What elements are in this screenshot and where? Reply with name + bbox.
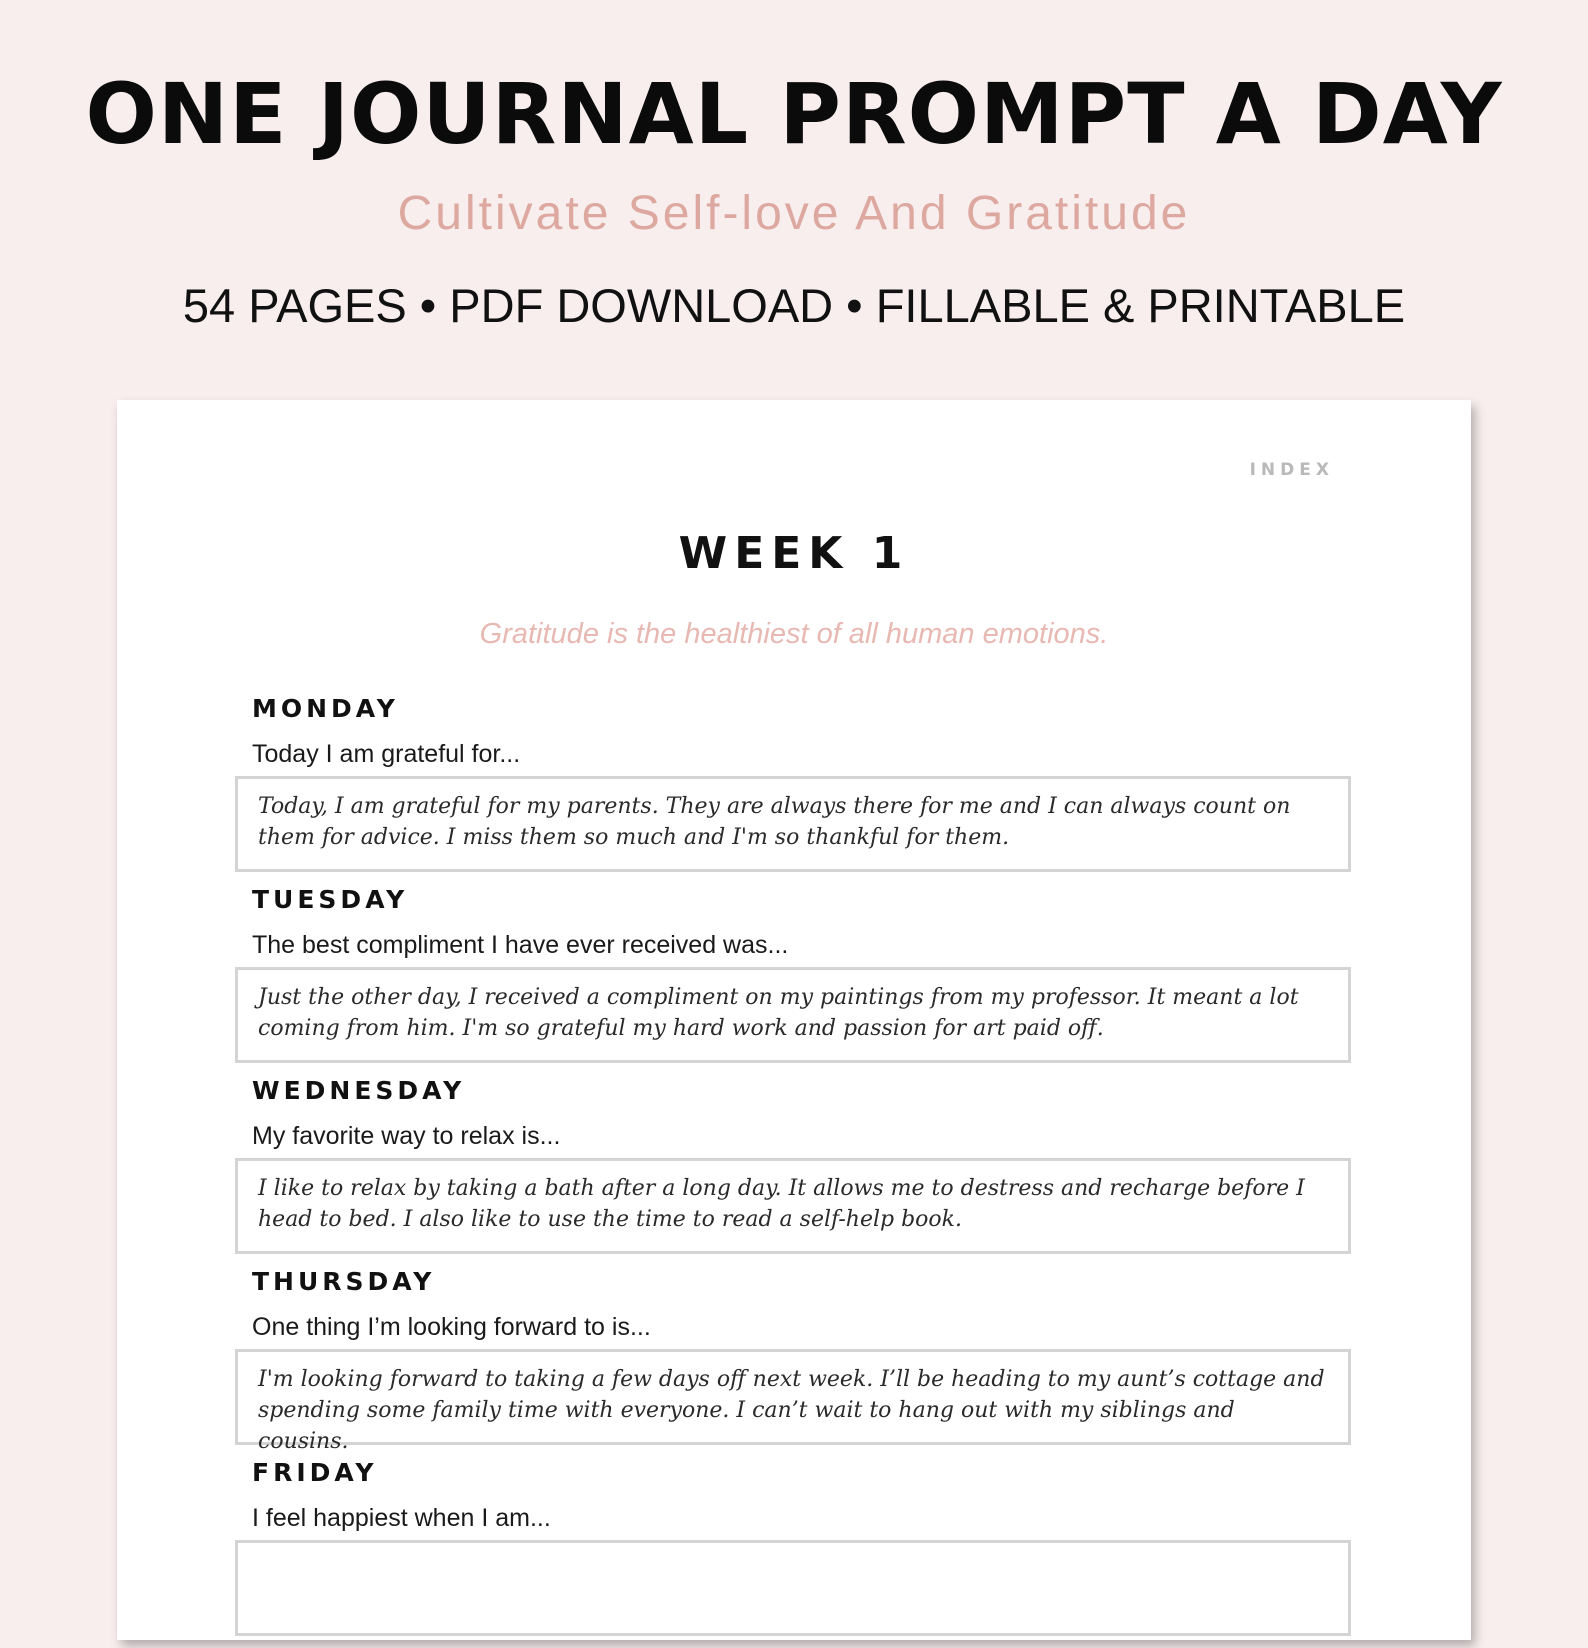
banner-subtitle: Cultivate Self-love And Gratitude: [397, 187, 1191, 240]
week-title: WEEK 1: [678, 528, 910, 579]
day-prompt: The best compliment I have ever received was...: [252, 931, 789, 959]
day-prompt: My favorite way to relax is...: [252, 1122, 561, 1150]
answer-text: Just the other day, I received a compliment on my paintings from my professor. It meant a lot coming from him. I'm so grateful my hard work and passion for art paid off.: [258, 985, 1299, 1041]
day-section-tuesday: [117, 885, 1471, 1075]
day-prompt: I feel happiest when I am...: [252, 1504, 551, 1532]
day-section-wednesday: [117, 1076, 1471, 1266]
day-prompt: One thing I’m looking forward to is...: [252, 1313, 651, 1341]
answer-field-friday[interactable]: [235, 1540, 1351, 1636]
answer-field-tuesday[interactable]: [235, 967, 1351, 1063]
answer-field-monday[interactable]: [235, 776, 1351, 872]
day-name: FRIDAY: [252, 1458, 378, 1487]
day-section-friday: [117, 1458, 1471, 1648]
day-name: TUESDAY: [252, 885, 409, 914]
answer-text: I'm looking forward to taking a few days off next week. I’ll be heading to my aunt’s cottage and spending some family time with everyone. I can’t wait to hang out with my siblings and cousins.: [258, 1367, 1325, 1454]
day-prompt: Today I am grateful for...: [252, 740, 521, 768]
week-quote: Gratitude is the healthiest of all human emotions.: [479, 618, 1109, 650]
day-section-thursday: [117, 1267, 1471, 1457]
day-name: THURSDAY: [252, 1267, 436, 1296]
day-name: MONDAY: [252, 694, 399, 723]
answer-field-thursday[interactable]: [235, 1349, 1351, 1454]
day-name: WEDNESDAY: [252, 1076, 466, 1105]
index-link[interactable]: INDEX: [1249, 460, 1334, 480]
banner-title: ONE JOURNAL PROMPT A DAY: [85, 65, 1503, 163]
answer-text: Today, I am grateful for my parents. They are always there for me and I can always count on them for advice. I miss them so much and I'm so thankful for them.: [258, 794, 1291, 850]
journal-page: [117, 400, 1471, 1640]
answer-field-wednesday[interactable]: [235, 1158, 1351, 1254]
banner-features: 54 PAGES • PDF DOWNLOAD • FILLABLE & PRINTABLE: [182, 279, 1406, 332]
day-section-monday: [117, 694, 1471, 884]
answer-text: I like to relax by taking a bath after a long day. It allows me to destress and recharge before I head to bed. I also like to use the time to read a self-help book.: [258, 1176, 1305, 1232]
